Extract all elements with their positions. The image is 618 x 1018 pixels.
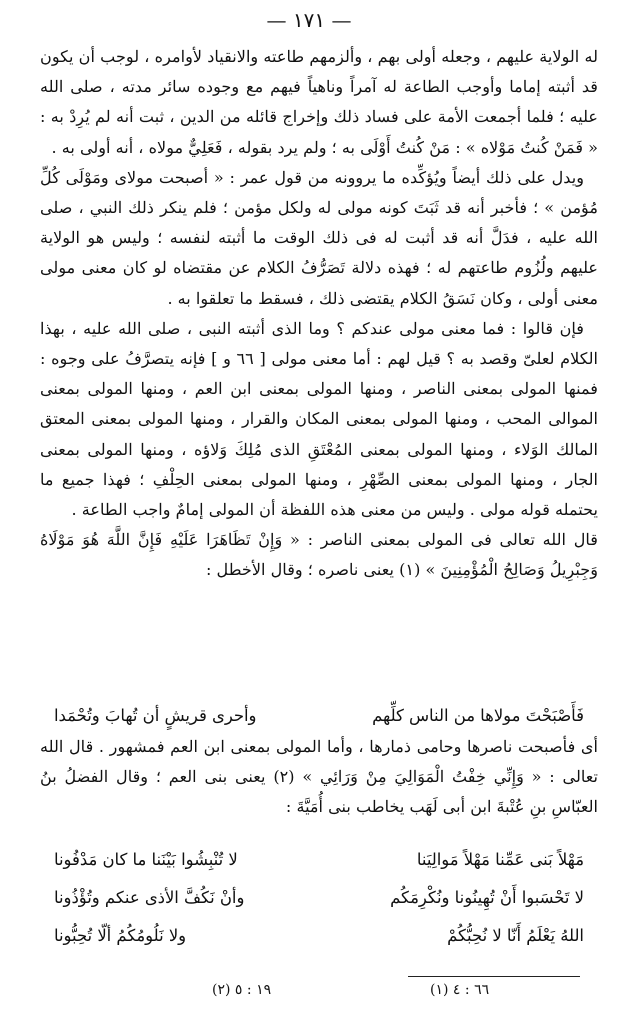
footnote-1: (١) ٦٦ : ٤ (430, 982, 490, 998)
main-text (40, 42, 598, 586)
verse-hemistich-first: فَأَصْبَحْتَ مولاها من الناس كلِّهم (372, 706, 584, 725)
poem-hemistich-second: لا تُنْبِشُوا بَيْنَنا ما كان مَدْفُونا (54, 850, 238, 869)
paragraph-2: ويدل على ذلك أيضاً ويُؤكِّده ما يروونه من قول عمر : « أصبحت مولاى ومَوْلَى كُلِّ مُؤمن » ؛ فأخبر أنه قد ثَبَتَ كونه مولى له ولكل مؤمن ؛ فلم ينكر ذلك النبي ، صلى الله عليه ، فدَلَّ أنه قد أثبت له فى ذلك الوقت ما أثبته لنفسه ؛ وليس هو الولاية عليهم ولُزُوم طاعتهم له ؛ فهذه دلالة تَصَرُّفُ الكلام عن مقتضاه لو كان معنى مولى معنى أولى ، وكان نَسَقُ الكلام يقتضى ذلك ، فسقط ما تعلقوا به . (40, 167, 598, 308)
poem-hemistich-first: لا تَحْسَبوا أَنْ تُهِينُونا ونُكْرِمَكُم (390, 888, 584, 907)
poem-hemistich-second: ولا نَلُومُكُمُ ألّا تُحِبُّونا (54, 926, 187, 945)
poem-hemistich-first: مَهْلاً بَنى عَمِّنا مَهْلاً مَوالِيَنا (416, 850, 584, 869)
paragraph-5: أى فأصبحت ناصرها وحامى ذمارها ، وأما المولى بمعنى ابن العم فمشهور . قال الله تعالى : « وَإِنِّي خِفْتُ الْمَوَالِيَ مِنْ وَرَائِي » (٢) يعنى بنى العم ؛ وقال الفضلُ بنُ العبّاسِ بنِ عُتْبةَ ابن أبى لَهَب يخاطب بنى أُمَيَّةَ : (40, 737, 598, 817)
main-text-2 (40, 732, 598, 823)
verse-hemistich-second: وأحرى قريشٍ أن تُهابَ وتُحْمَدا (54, 706, 257, 725)
poem-hemistich-first: اللهُ يَعْلَمُ أَنّا لا نُحِبُّكُمْ (447, 926, 584, 945)
footnote-2: (٢) ١٩ : ٥ (212, 982, 272, 998)
page-number: — ١٧١ — (266, 8, 352, 32)
paragraph-1: له الولاية عليهم ، وجعله أولى بهم ، وألزمهم طاعته والانقياد لأوامره ، لوجب أن يكون قد أثبته إماما وأوجب الطاعة له آمراً وناهياً فيهم مع وجوده سائر مدته ، صلى الله عليه ؛ فلما أجمعت الأمة على فساد ذلك وإخراج قائله من الدين ، ثبت أنه لم يُرِدْ به : « فَمَنْ كُنتُ مَوْلاه » : مَنْ كُنتُ أَوْلَى به ؛ ولم يرد بقوله ، فَعَلِيٌّ مولاه ، أنه أولى به . (40, 47, 598, 157)
paragraph-4: قال الله تعالى فى المولى بمعنى الناصر : « وَإِنْ تَظَاهَرَا عَلَيْهِ فَإِنَّ اللَّهَ هُوَ مَوْلَاهُ وَجِبْرِيلُ وَصَالِحُ الْمُؤْمِنِينَ » (١) يعنى ناصره ؛ وقال الأخطل : (40, 530, 598, 580)
paragraph-3: فإن قالوا : فما معنى مولى عندكم ؟ وما الذى أثبته النبى ، صلى الله عليه ، بهذا الكلام لعلىّ وقصد به ؟ قيل لهم : أما معنى مولى [ ٦٦ و ] فإنه يتصرَّفُ على وجوه : فمنها المولى بمعنى الناصر ، ومنها المولى بمعنى ابن العم ، ومنها المولى بمعنى الموالى المحب ، ومنها المولى بمعنى المكان والقرار ، ومنها المولى بمعنى المعتق المالك الوَلاء ، ومنها المولى بمعنى المُعْتَقِ الذى مُلِكَ وَلاؤه ، ومنها المولى بمعنى الجار ، ومنها المولى بمعنى الصِّهْرِ ، ومنها المولى بمعنى الحِلْفِ ؛ فهذا جميع ما يحتمله قوله مولى . وليس من معنى هذه اللفظة أن المولى إمامٌ واجب الطاعة . (40, 318, 598, 520)
poem-hemistich-second: وأنْ نَكُفَّ الأذى عنكم وتُؤْذُونا (54, 888, 245, 907)
footnote-divider (408, 976, 580, 977)
